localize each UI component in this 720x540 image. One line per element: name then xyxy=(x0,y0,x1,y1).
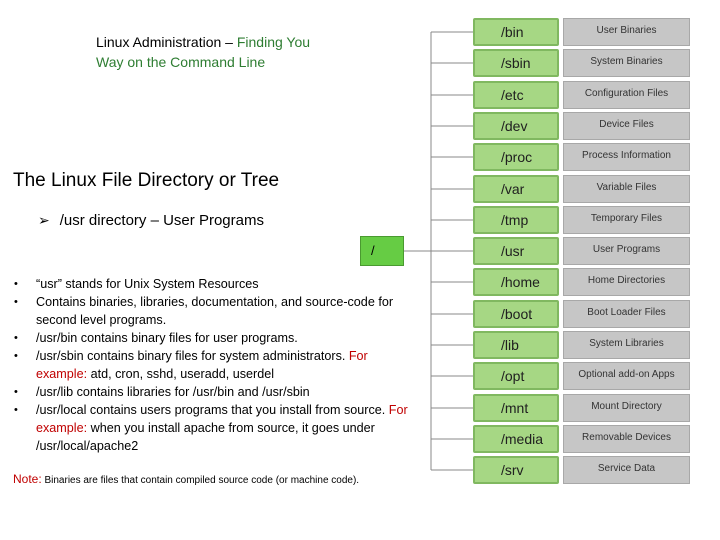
directory-description: Mount Directory xyxy=(563,394,690,422)
directory-node: /media xyxy=(473,425,559,453)
header-line1-green: Finding You xyxy=(236,34,311,50)
note-text: Binaries are files that contain compiled source code (or machine code). xyxy=(44,475,360,486)
directory-node: /usr xyxy=(473,237,559,265)
directory-description: Process Information xyxy=(563,143,690,171)
directory-description: Temporary Files xyxy=(563,206,690,234)
bullet-text: Contains binaries, libraries, documentation, and source-code for second level programs. xyxy=(36,295,394,327)
directory-node: /bin xyxy=(473,18,559,46)
bullet-text: atd, cron, sshd, useradd, userdel xyxy=(90,367,275,381)
root-directory-node: / xyxy=(360,236,404,266)
header-line1: Linux Administration – xyxy=(96,34,233,50)
directory-description: Home Directories xyxy=(563,268,690,296)
directory-node: /etc xyxy=(473,81,559,109)
directory-node: /sbin xyxy=(473,49,559,77)
example-label: For example: xyxy=(36,349,368,381)
directory-node: /dev xyxy=(473,112,559,140)
directory-node: /srv xyxy=(473,456,559,484)
directory-description: Removable Devices xyxy=(563,425,690,453)
subtitle-text: /usr directory – User Programs xyxy=(59,212,264,229)
directory-node: /mnt xyxy=(473,394,559,422)
bullet-text: when you install apache from source, it goes under /usr/local/apache2 xyxy=(36,421,375,453)
bullet-text: “usr” stands for Unix System Resources xyxy=(36,277,259,291)
directory-description: System Libraries xyxy=(563,331,690,359)
directory-description: Configuration Files xyxy=(563,81,690,109)
directory-node: /tmp xyxy=(473,206,559,234)
directory-node: /var xyxy=(473,175,559,203)
directory-description: Device Files xyxy=(563,112,690,140)
bullet-text: /usr/sbin contains binary files for system administrators. xyxy=(36,349,346,363)
note-label: Note: xyxy=(13,472,42,486)
directory-node: /lib xyxy=(473,331,559,359)
directory-description: User Programs xyxy=(563,237,690,265)
directory-node: /home xyxy=(473,268,559,296)
directory-description: Service Data xyxy=(563,456,690,484)
directory-node: /proc xyxy=(473,143,559,171)
directory-node: /boot xyxy=(473,300,559,328)
directory-description: Boot Loader Files xyxy=(563,300,690,328)
example-label: For example: xyxy=(36,403,408,435)
arrow-bullet-icon: ➢ xyxy=(38,212,50,228)
directory-description: System Binaries xyxy=(563,49,690,77)
directory-description: User Binaries xyxy=(563,18,690,46)
bullet-text: /usr/lib contains libraries for /usr/bin and /usr/sbin xyxy=(36,385,310,399)
header-line2: Way on the Command Line xyxy=(96,54,266,70)
directory-description: Variable Files xyxy=(563,175,690,203)
bullet-text: /usr/local contains users programs that you install from source. xyxy=(36,403,386,417)
bullet-text: /usr/bin contains binary files for user programs. xyxy=(36,331,298,345)
directory-description: Optional add-on Apps xyxy=(563,362,690,390)
page-title: The Linux File Directory or Tree xyxy=(13,170,280,191)
directory-node: /opt xyxy=(473,362,559,390)
